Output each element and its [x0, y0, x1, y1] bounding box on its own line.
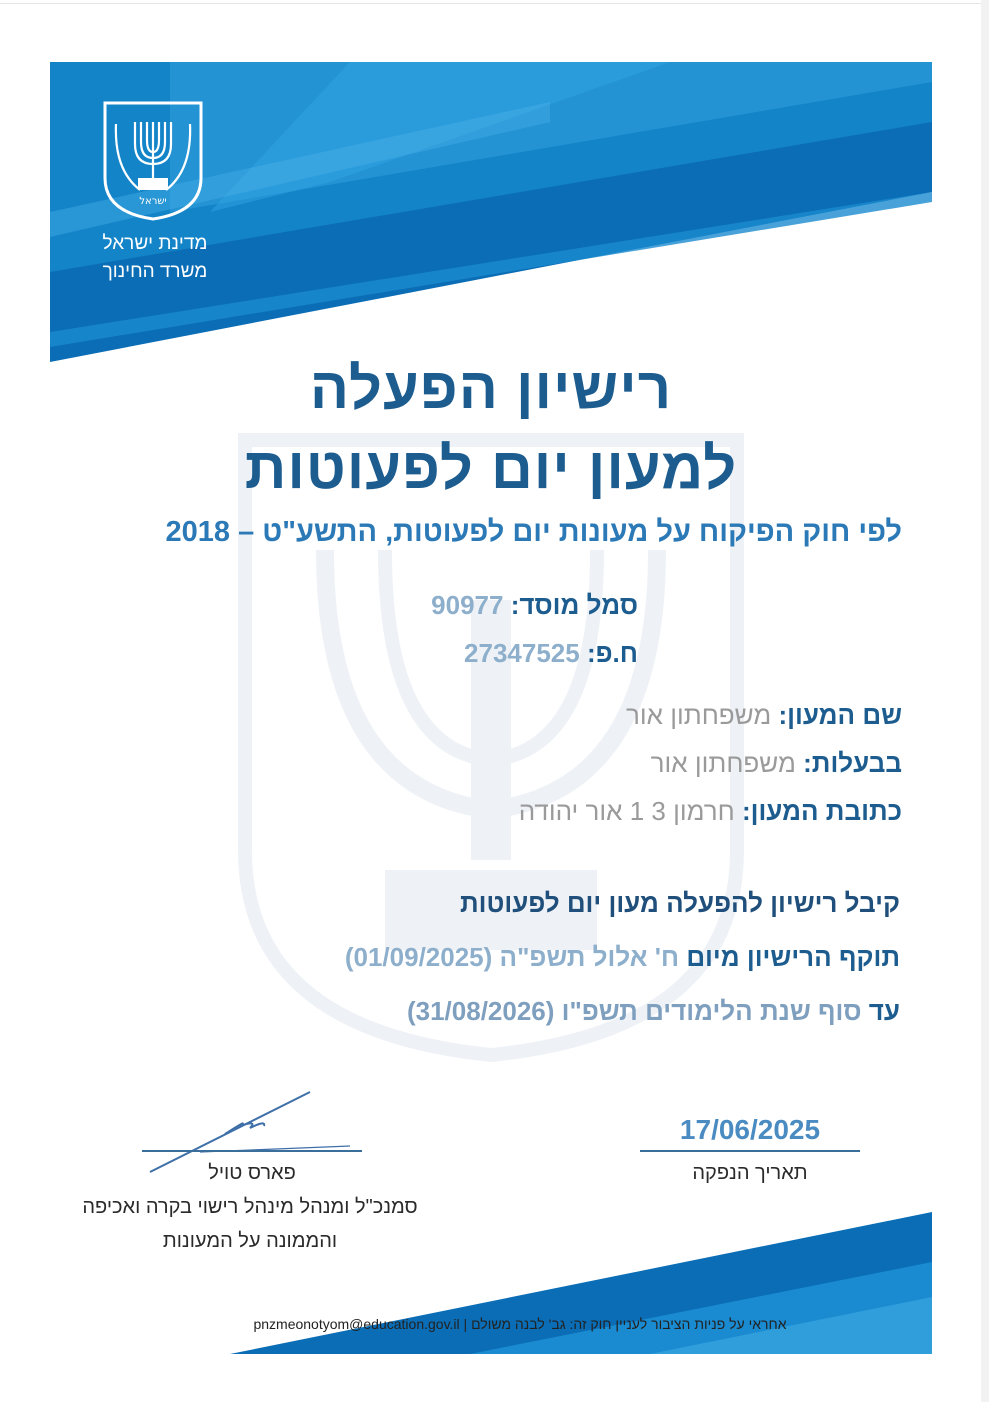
signatory-title-1: סמנכ"ל ומנהל מינהל רישוי בקרה ואכיפה — [82, 1196, 418, 1218]
daycare-address-label: כתובת המעון: — [741, 796, 902, 826]
license-validity-label: תוקף הרישיון מיום — [686, 942, 900, 972]
company-number — [464, 638, 638, 669]
footer-contact — [170, 1316, 870, 1332]
footer-text: אחראי על פניות הציבור לעניין חוק זה: גב' לבנה משולם | — [463, 1316, 787, 1332]
owner — [651, 748, 902, 779]
institution-code-value: 90977 — [431, 590, 504, 620]
daycare-name — [626, 700, 902, 731]
license-until-label: עד — [868, 996, 900, 1026]
svg-text:ישראל: ישראל — [139, 196, 167, 207]
company-number-value: 27347525 — [464, 638, 580, 668]
issue-date-line — [640, 1150, 860, 1152]
country-label: מדינת ישראל — [102, 233, 208, 254]
license-validity-value: ח' אלול תשפ"ה (01/09/2025) — [344, 942, 680, 972]
daycare-address-value: חרמון 3 1 אור יהודה — [518, 796, 735, 826]
daycare-name-label: שם המעון: — [778, 700, 902, 730]
title-line-1: רישיון הפעלה — [309, 356, 673, 421]
license-received — [460, 888, 900, 919]
state-emblem — [102, 100, 204, 222]
signatory-name: פארס טויל — [208, 1162, 296, 1184]
license-until-value: סוף שנת הלימודים תשפ"ו (31/08/2026) — [406, 996, 862, 1026]
license-received-text: קיבל רישיון להפעלה מעון יום לפעוטות — [460, 888, 900, 918]
owner-label: בבעלות: — [803, 748, 902, 778]
issue-date-value: 17/06/2025 — [679, 1114, 821, 1145]
institution-code-label: סמל מוסד: — [510, 590, 638, 620]
issue-date-label: תאריך הנפקה — [692, 1162, 808, 1184]
ministry-name — [80, 230, 230, 286]
signatory-title-2: והממונה על המעונות — [162, 1230, 338, 1252]
screen-right-edge — [981, 0, 989, 1402]
daycare-name-value: משפחתון אור — [626, 700, 772, 730]
company-number-label: ח.פ: — [586, 638, 638, 668]
institution-code — [431, 590, 638, 621]
license-validity — [345, 942, 900, 973]
license-certificate — [50, 62, 932, 1354]
license-until — [407, 996, 900, 1027]
ministry-label: משרד החינוך — [102, 261, 208, 282]
screen-top-line — [0, 3, 989, 4]
footer-email[interactable]: pnzmeonotyom@education.gov.il — [253, 1316, 460, 1332]
law-reference: לפי חוק הפיקוח על מעונות יום לפעוטות, התשע"ט – 2018 — [165, 516, 902, 548]
signature-line — [142, 1150, 362, 1152]
owner-value: משפחתון אור — [650, 748, 796, 778]
title-line-2: למעון יום לפעוטות — [244, 436, 738, 501]
daycare-address — [519, 796, 902, 827]
